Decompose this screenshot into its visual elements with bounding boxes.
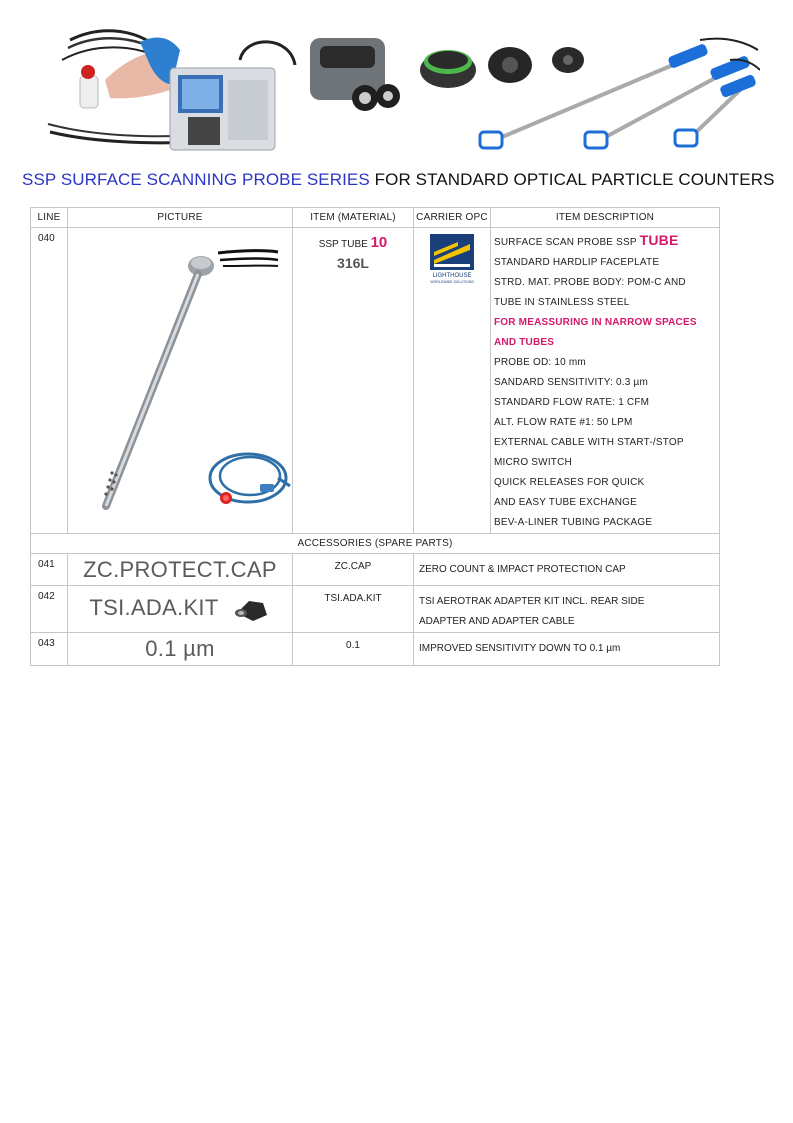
desc-line: EXTERNAL CABLE WITH START-/STOP xyxy=(494,437,684,448)
title-subtitle: FOR STANDARD OPTICAL PARTICLE COUNTERS xyxy=(369,170,775,189)
table-row-accessory xyxy=(31,586,720,633)
ssp-tube-probe-image xyxy=(68,228,293,528)
accessory-description: IMPROVED SENSITIVITY DOWN TO 0.1 µm xyxy=(414,633,720,666)
desc-line: AND EASY TUBE EXCHANGE xyxy=(494,497,637,508)
desc-line: ALT. FLOW RATE #1: 50 LPM xyxy=(494,417,633,428)
desc-line: BEV-A-LINER TUBING PACKAGE xyxy=(494,517,653,528)
accessories-heading-row xyxy=(31,534,720,554)
accessory-picture-cell xyxy=(68,586,293,633)
desc-line: QUICK RELEASES FOR QUICK xyxy=(494,477,645,488)
col-header-carrier: CARRIER OPC xyxy=(414,208,491,228)
item-size: 10 xyxy=(370,234,388,251)
desc-line: SURFACE SCAN PROBE SSP TUBE xyxy=(494,232,679,248)
accessory-picture-text: ZC.PROTECT.CAP xyxy=(68,554,293,586)
carrier-opc-cell xyxy=(414,228,491,534)
logo-text: LIGHTHOUSE xyxy=(432,273,472,279)
desc-tube-highlight: TUBE xyxy=(639,232,679,248)
page-title xyxy=(22,170,782,190)
desc-highlight-line: AND TUBES xyxy=(494,337,555,348)
accessory-description-line: ADAPTER AND ADAPTER CABLE xyxy=(419,616,575,627)
adapter-parts-photo xyxy=(420,47,584,88)
accessory-item: TSI.ADA.KIT xyxy=(293,586,414,633)
item-material-cell xyxy=(293,228,414,534)
logo-subtext: WORLDWIDE SOLUTIONS xyxy=(430,280,474,284)
item-description-cell xyxy=(491,228,720,534)
desc-line: MICRO SWITCH xyxy=(494,457,572,468)
table-row-accessory xyxy=(31,633,720,666)
product-picture-cell xyxy=(68,228,293,534)
accessories-heading: ACCESSORIES (SPARE PARTS) xyxy=(31,534,720,554)
line-number: 040 xyxy=(31,228,68,534)
line-number: 043 xyxy=(31,633,68,666)
accessory-description-cell xyxy=(414,586,720,633)
col-header-description: ITEM DESCRIPTION xyxy=(491,208,720,228)
probe-head-photo xyxy=(310,38,400,111)
lighthouse-logo-icon xyxy=(430,234,474,284)
line-number: 041 xyxy=(31,554,68,586)
col-header-line: LINE xyxy=(31,208,68,228)
adapter-kit-icon xyxy=(231,593,271,625)
accessory-description: ZERO COUNT & IMPACT PROTECTION CAP xyxy=(414,554,720,586)
table-header-row xyxy=(31,208,720,228)
item-material: 316L xyxy=(337,255,369,271)
accessory-description-line: TSI AEROTRAK ADAPTER KIT INCL. REAR SIDE xyxy=(419,596,645,607)
product-table xyxy=(30,207,720,666)
desc-line: PROBE OD: 10 mm xyxy=(494,357,586,368)
desc-line: STANDARD HARDLIP FACEPLATE xyxy=(494,257,660,268)
col-header-picture: PICTURE xyxy=(68,208,293,228)
table-row-main xyxy=(31,228,720,534)
line-number: 042 xyxy=(31,586,68,633)
item-name: SSP TUBE xyxy=(318,239,371,250)
table-row-accessory xyxy=(31,554,720,586)
accessory-item: ZC.CAP xyxy=(293,554,414,586)
accessory-item: 0.1 xyxy=(293,633,414,666)
particle-counter-photo xyxy=(170,42,295,150)
desc-highlight-line: FOR MEASSURING IN NARROW SPACES xyxy=(494,317,697,328)
header-product-images xyxy=(40,20,760,160)
desc-line: SANDARD SENSITIVITY: 0.3 µm xyxy=(494,377,648,388)
desc-line: TUBE IN STAINLESS STEEL xyxy=(494,297,630,308)
accessory-picture-text: TSI.ADA.KIT xyxy=(89,594,219,620)
col-header-item: ITEM (MATERIAL) xyxy=(293,208,414,228)
accessory-picture-text: 0.1 µm xyxy=(68,633,293,666)
desc-line: STRD. MAT. PROBE BODY: POM-C AND xyxy=(494,277,686,288)
title-series: SSP SURFACE SCANNING PROBE SERIES xyxy=(22,170,370,189)
desc-line: STANDARD FLOW RATE: 1 CFM xyxy=(494,397,650,408)
